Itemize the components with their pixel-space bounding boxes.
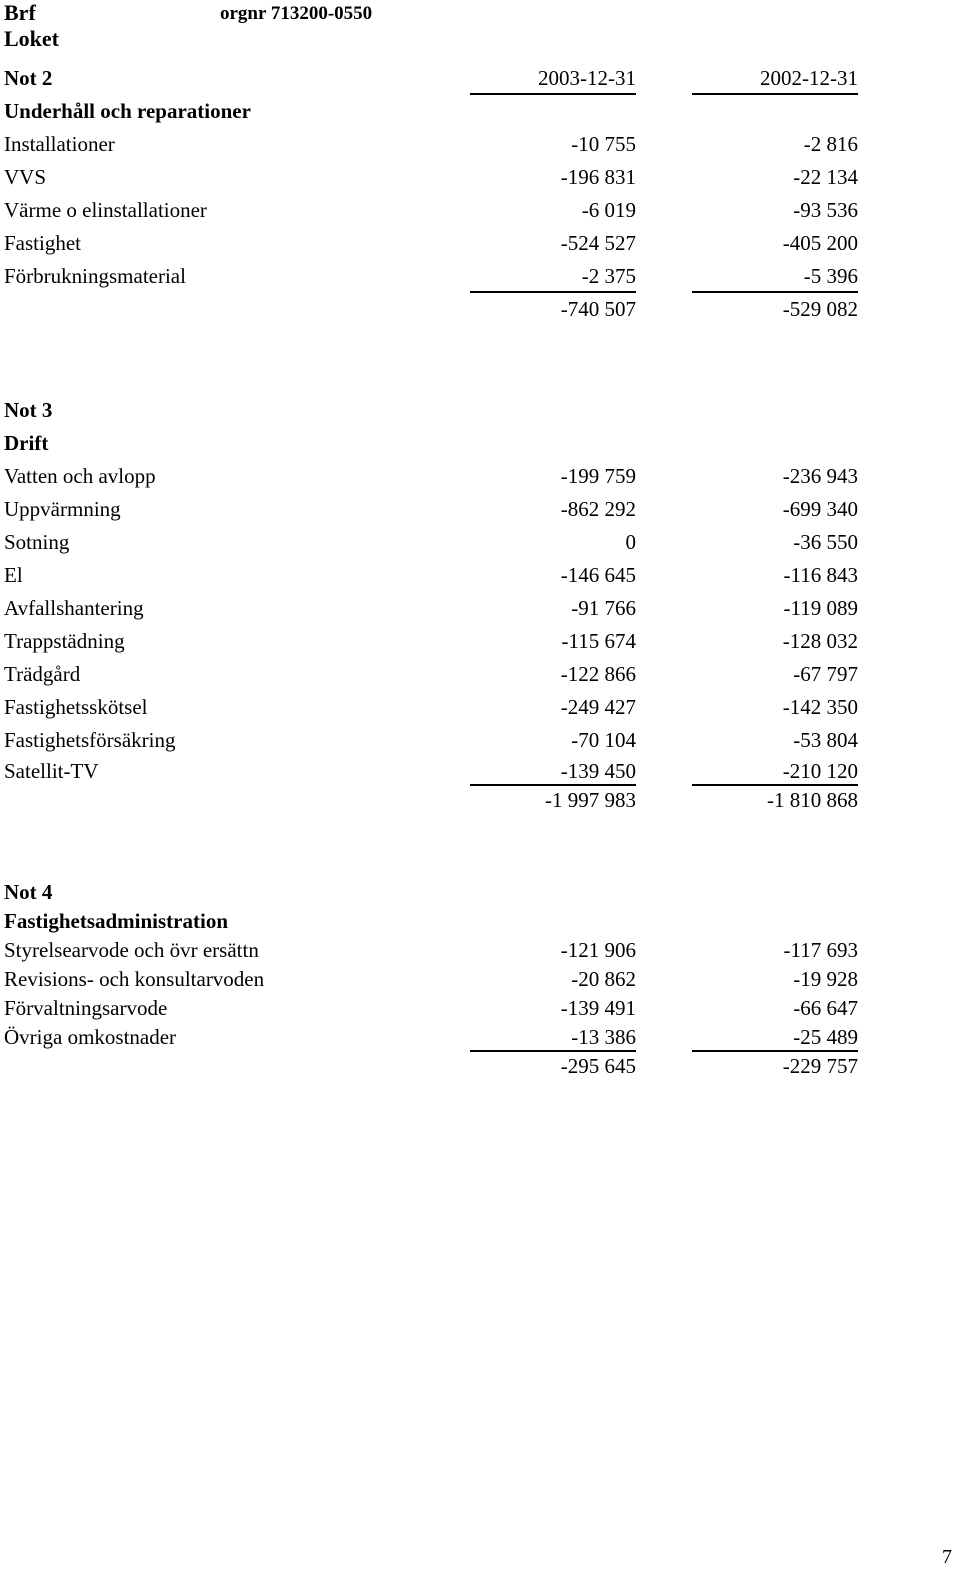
note-3-label: Not 3 (4, 398, 53, 422)
value-2002: -25 489 (692, 1023, 858, 1052)
total-2003: -1 997 983 (545, 788, 636, 812)
total-2002: -529 082 (782, 297, 858, 321)
value-2002: -53 804 (793, 728, 858, 752)
table-row (0, 724, 960, 757)
value-2003: -70 104 (571, 728, 636, 752)
value-2002: -128 032 (782, 629, 858, 653)
row-label: Fastighet (4, 231, 81, 255)
note-4-title-row (0, 907, 960, 936)
row-label: Vatten och avlopp (4, 464, 156, 488)
value-2003: -139 491 (560, 996, 636, 1020)
year-2002-header: 2002-12-31 (692, 62, 858, 95)
table-row (0, 128, 960, 161)
value-2003: -13 386 (470, 1023, 636, 1052)
note-3-title-row (0, 427, 960, 460)
row-label: Värme o elinstallationer (4, 198, 207, 222)
note-3-section (0, 394, 960, 815)
row-label: Förbrukningsmaterial (4, 264, 186, 288)
value-2002: -36 550 (793, 530, 858, 554)
value-2002: -93 536 (793, 198, 858, 222)
total-row (0, 786, 960, 815)
table-row (0, 658, 960, 691)
value-2003: -862 292 (560, 497, 636, 521)
value-2002: -119 089 (783, 596, 858, 620)
table-row (0, 526, 960, 559)
row-label: Förvaltningsarvode (4, 996, 168, 1020)
total-row (0, 293, 960, 326)
row-label: Trappstädning (4, 629, 125, 653)
note-4-label: Not 4 (4, 880, 53, 904)
table-row (0, 460, 960, 493)
total-2002: -229 757 (782, 1054, 858, 1078)
value-2002: -5 396 (692, 260, 858, 293)
table-row (0, 559, 960, 592)
note-2-section (0, 62, 960, 326)
value-2003: 0 (625, 530, 636, 554)
value-2003: -6 019 (581, 198, 636, 222)
row-label: Trädgård (4, 662, 81, 686)
row-label: Styrelsearvode och övr ersättn (4, 938, 259, 962)
value-2002: -142 350 (782, 695, 858, 719)
organization-name: Brf Loket (4, 0, 59, 51)
table-row (0, 757, 960, 786)
page-number: 7 (942, 1546, 952, 1568)
value-2003: -146 645 (560, 563, 636, 587)
value-2003: -121 906 (560, 938, 636, 962)
value-2002: -2 816 (803, 132, 858, 156)
value-2002: -405 200 (782, 231, 858, 255)
note-3-title: Drift (4, 431, 49, 455)
value-2002: -236 943 (782, 464, 858, 488)
value-2002: -22 134 (793, 165, 858, 189)
value-2003: -20 862 (571, 967, 636, 991)
row-label: Uppvärmning (4, 497, 121, 521)
year-2003-header: 2003-12-31 (470, 62, 636, 95)
table-row (0, 691, 960, 724)
value-2003: -249 427 (560, 695, 636, 719)
note-2-label: Not 2 (4, 66, 53, 90)
organization-number: orgnr 713200-0550 (220, 3, 373, 24)
note-3-heading-row (0, 394, 960, 427)
table-row (0, 493, 960, 526)
table-row (0, 625, 960, 658)
table-row (0, 227, 960, 260)
table-row (0, 260, 960, 293)
value-2002: -116 843 (783, 563, 858, 587)
row-label: El (4, 563, 23, 587)
total-2003: -295 645 (560, 1054, 636, 1078)
note-2-title-row (0, 95, 960, 128)
value-2003: -122 866 (560, 662, 636, 686)
total-2003: -740 507 (560, 297, 636, 321)
value-2003: -91 766 (571, 596, 636, 620)
row-label: Satellit-TV (4, 759, 99, 783)
table-row (0, 1023, 960, 1052)
total-2002: -1 810 868 (767, 788, 858, 812)
value-2003: -10 755 (571, 132, 636, 156)
row-label: Sotning (4, 530, 70, 554)
table-row (0, 592, 960, 625)
row-label: Avfallshantering (4, 596, 144, 620)
value-2002: -117 693 (783, 938, 858, 962)
row-label: Fastighetsförsäkring (4, 728, 176, 752)
value-2003: -139 450 (470, 757, 636, 786)
row-label: Övriga omkostnader (4, 1025, 177, 1049)
table-row (0, 994, 960, 1023)
value-2002: -66 647 (793, 996, 858, 1020)
value-2003: -199 759 (560, 464, 636, 488)
row-label: VVS (4, 165, 47, 189)
table-row (0, 161, 960, 194)
table-row (0, 965, 960, 994)
row-label: Fastighetsskötsel (4, 695, 148, 719)
note-4-section (0, 878, 960, 1081)
value-2003: -2 375 (470, 260, 636, 293)
note-2-heading-row (0, 62, 960, 95)
table-row (0, 194, 960, 227)
value-2002: -699 340 (782, 497, 858, 521)
table-row (0, 936, 960, 965)
value-2002: -19 928 (793, 967, 858, 991)
value-2003: -115 674 (561, 629, 636, 653)
total-row (0, 1052, 960, 1081)
row-label: Installationer (4, 132, 115, 156)
note-4-title: Fastighetsadministration (4, 909, 229, 933)
row-label: Revisions- och konsultarvoden (4, 967, 265, 991)
value-2003: -196 831 (560, 165, 636, 189)
value-2003: -524 527 (560, 231, 636, 255)
note-4-heading-row (0, 878, 960, 907)
note-2-title: Underhåll och reparationer (4, 99, 251, 123)
value-2002: -210 120 (692, 757, 858, 786)
value-2002: -67 797 (793, 662, 858, 686)
